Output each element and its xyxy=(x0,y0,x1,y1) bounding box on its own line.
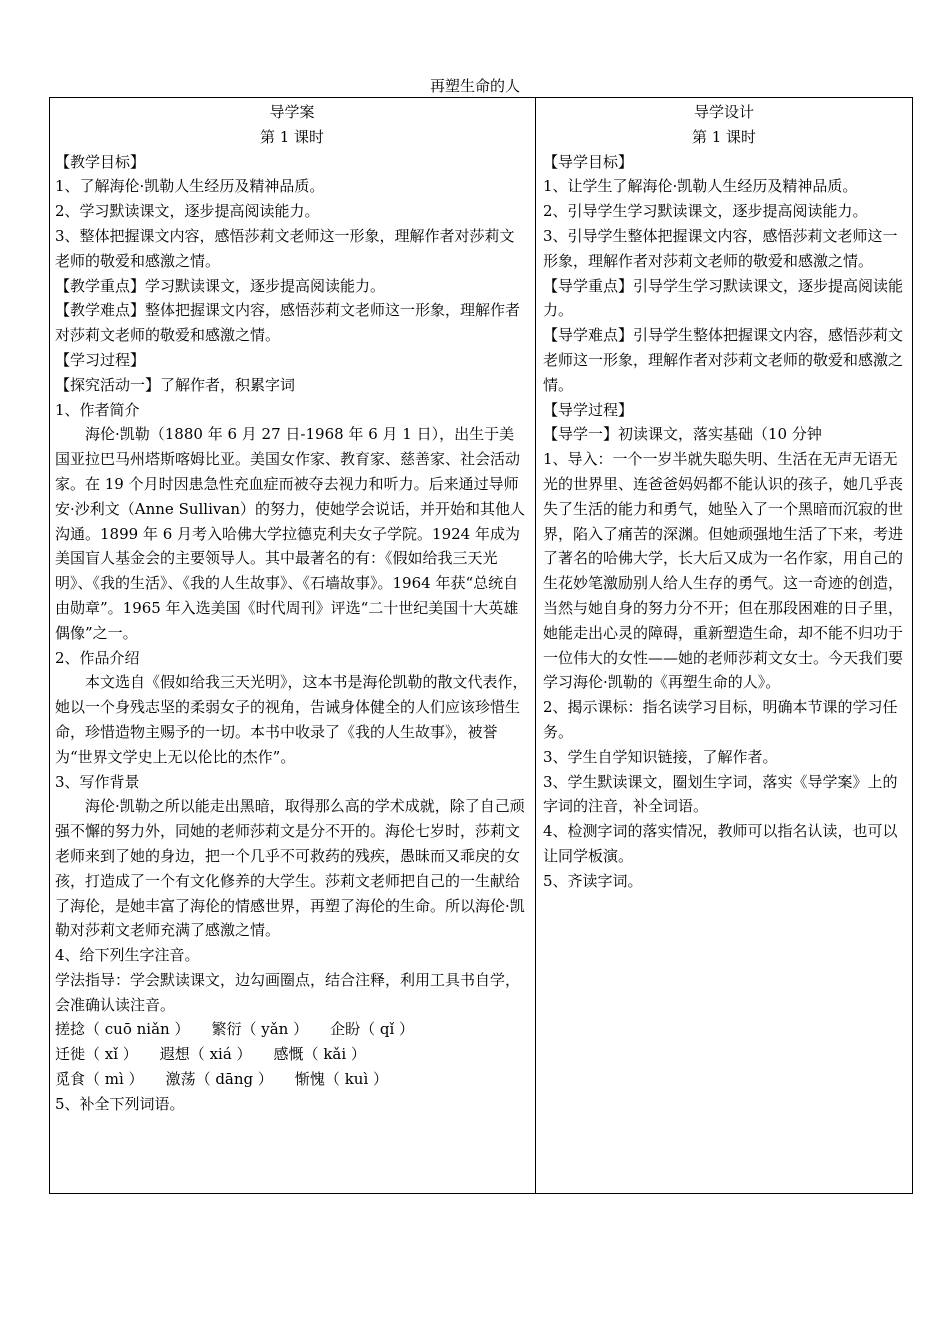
guide-step: 1、导入：一个一岁半就失聪失明、生活在无声无语无光的世界里、连爸爸妈妈都不能认识的孩子，她几乎丧失了生活的能力和勇气，她坠入了一个黑暗而沉寂的世界，陷入了痛苦的深渊。但她顽强地生活了下来，考进了著名的哈佛大学，长大后又成为一名作家，用自己的生花妙笔激励别人给人生存的勇气。这一奇迹的创造，当然与她自身的努力分不开；但在那段困难的日子里，她能走出心灵的障碍，重新塑造生命，却不能不归功于一位伟大的女性——她的老师莎莉文女士。今天我们要学习海伦·凯勒的《再塑生命的人》。 xyxy=(543,450,904,692)
words-heading: 5、补全下列词语。 xyxy=(55,1094,185,1113)
lesson-table xyxy=(49,97,913,1194)
pinyin-row xyxy=(55,1067,529,1092)
left-key-point: 【教学重点】学习默读课文，逐步提高阅读能力。 xyxy=(55,276,386,295)
activity-one: 【探究活动一】了解作者，积累字词 xyxy=(55,375,296,394)
document-title: 再塑生命的人 xyxy=(429,77,520,95)
right-objective-2: 2、引导学生学习默读课文，逐步提高阅读能力。 xyxy=(543,202,868,221)
background-text: 海伦·凯勒之所以能走出黑暗，取得那么高的学术成就，除了自己顽强不懈的努力外，同她的老师莎莉文是分不开的。海伦七岁时，莎莉文老师来到了她的身边，把一个几乎不可救药的残疾，愚昧而又乖戾的女孩，打造成了一个有文化修养的大学生。莎莉文老师把自己的一生献给了海伦，是她丰富了海伦的情感世界，再塑了海伦的生命。所以海伦·凯勒对莎莉文老师充满了感激之情。 xyxy=(55,797,525,940)
pinyin-item: 觅食（ mì ） xyxy=(55,1070,144,1089)
pinyin-item: 感慨（ kǎi ） xyxy=(273,1045,366,1064)
left-heading: 导学案 xyxy=(269,103,315,121)
guide-step: 3、学生自学知识链接，了解作者。 xyxy=(543,747,778,766)
guide-step: 3、学生默读课文，圈划生字词，落实《导学案》上的字词的注音，补全词语。 xyxy=(543,772,898,816)
guide-step: 2、揭示课标：指名读学习目标，明确本节课的学习任务。 xyxy=(543,698,898,741)
pinyin-item: 迁徙（ xǐ ） xyxy=(55,1045,138,1064)
method-guide: 学法指导：学会默读课文，边勾画圈点，结合注释，利用工具书自学，会准确认读注音。 xyxy=(55,970,521,1014)
left-difficulty: 【教学难点】整体把握课文内容，感悟莎莉文老师这一形象，理解作者对莎莉文老师的敬爱和感激之情。 xyxy=(55,301,521,345)
pinyin-item: 惭愧（ kuì ） xyxy=(294,1070,389,1089)
pinyin-item: 企盼（ qǐ ） xyxy=(330,1020,415,1039)
right-objective-1: 1、让学生了解海伦·凯勒人生经历及精神品质。 xyxy=(543,177,858,196)
left-objective-3: 3、整体把握课文内容，感悟莎莉文老师这一形象，理解作者对莎莉文老师的敬爱和感激之情。 xyxy=(55,226,515,270)
right-difficulty: 【导学难点】引导学生整体把握课文内容，感悟莎莉文老师这一形象，理解作者对莎莉文老师的敬爱和感激之情。 xyxy=(543,326,904,394)
left-process-label: 【学习过程】 xyxy=(55,350,146,369)
work-heading: 2、作品介绍 xyxy=(55,648,140,667)
guide-one: 【导学一】初读课文，落实基础（10 分钟 xyxy=(543,425,822,444)
author-text: 海伦·凯勒（1880 年 6 月 27 日-1968 年 6 月 1 日），出生于美国亚拉巴马州塔斯喀姆比亚。美国女作家、教育家、慈善家、社会活动家。在 19 个月时因患急性充血症而被夺去视力和听力。后来通过导师安·沙利文（Anne Sullivan）的努力，使她学会说话，并开始和其他人沟通。1899 年 6 月考入哈佛大学拉德克利夫女子学院。1924 年成为美国盲人基金会的主要领导人。其中最著名的有：《假如给我三天光明》、《我的生活》、《我的人生故事》、《石墙故事》。1964 年获“总统自由勋章”。1965 年入选美国《时代周刊》评选“二十世纪美国十大英雄偶像”之一。 xyxy=(55,425,525,642)
pinyin-row xyxy=(55,1017,529,1042)
pinyin-item: 搓捻（ cuō niǎn ） xyxy=(55,1020,190,1039)
left-objectives-label: 【教学目标】 xyxy=(55,152,146,171)
pinyin-row xyxy=(55,1042,529,1067)
pinyin-heading: 4、给下列生字注音。 xyxy=(55,946,200,965)
pinyin-item: 遐想（ xiá ） xyxy=(159,1045,252,1064)
pinyin-item: 激荡（ dāng ） xyxy=(165,1070,273,1089)
pinyin-item: 繁衍（ yǎn ） xyxy=(211,1020,309,1039)
right-lesson: 第 1 课时 xyxy=(691,127,757,146)
author-heading: 1、作者简介 xyxy=(55,400,140,419)
right-objective-3: 3、引导学生整体把握课文内容，感悟莎莉文老师这一形象，理解作者对莎莉文老师的敬爱和感激之情。 xyxy=(543,226,898,270)
teaching-design-column xyxy=(543,100,905,894)
right-process-label: 【导学过程】 xyxy=(543,400,634,419)
background-heading: 3、写作背景 xyxy=(55,772,140,791)
guide-step: 4、检测字词的落实情况，教师可以指名认读，也可以让同学板演。 xyxy=(543,822,898,865)
left-objective-1: 1、了解海伦·凯勒人生经历及精神品质。 xyxy=(55,177,325,196)
column-divider xyxy=(535,98,536,1193)
right-key-point: 【导学重点】引导学生学习默读课文，逐步提高阅读能力。 xyxy=(543,276,904,320)
left-lesson: 第 1 课时 xyxy=(259,127,325,146)
study-plan-column xyxy=(55,100,529,1117)
guide-step: 5、齐读字词。 xyxy=(543,871,643,890)
work-text: 本文选自《假如给我三天光明》，这本书是海伦凯勒的散文代表作，她以一个身残志坚的柔弱女子的视角，告诫身体健全的人们应该珍惜生命，珍惜造物主赐予的一切。本书中收录了《我的人生故事》，被誉为“世界文学史上无以伦比的杰作”。 xyxy=(55,673,528,766)
right-heading: 导学设计 xyxy=(693,103,754,121)
right-objectives-label: 【导学目标】 xyxy=(543,152,634,171)
left-objective-2: 2、学习默读课文，逐步提高阅读能力。 xyxy=(55,202,320,221)
